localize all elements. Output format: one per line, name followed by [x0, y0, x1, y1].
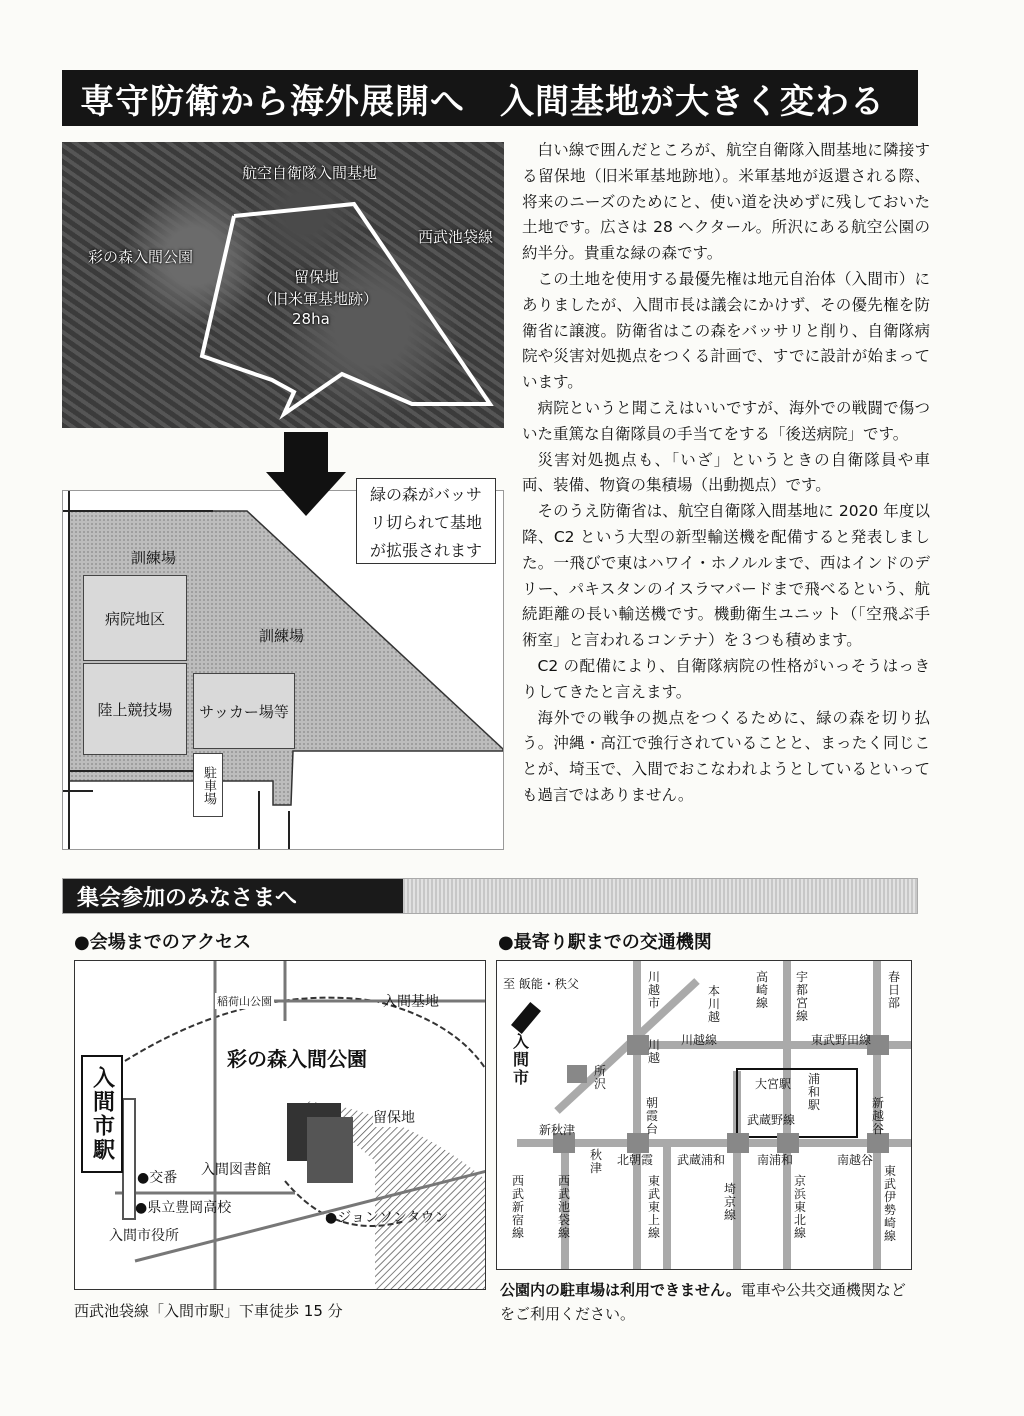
aerial-photo [62, 142, 504, 428]
zone-training-top: 訓練場 [131, 549, 177, 567]
shin-akitsu-label: 新秋津 [539, 1123, 576, 1137]
park-label: 彩の森入間公園 [227, 1047, 367, 1071]
tokorozawa-label: 所沢 [593, 1064, 606, 1091]
saikyo-label: 埼京線 [723, 1182, 736, 1222]
shinkoshigaya-label: 新越谷 [871, 1096, 884, 1136]
article-body [522, 138, 930, 809]
article-paragraph: 白い線で囲んだところが、航空自衛隊入間基地に隣接する留保地（旧米軍基地跡地）。米軍基地が返還される際、将来のニーズのためにと、使い道を決めずに残しておいた土地です。広さは 28 ヘクタール。所沢にある航空公園の約半分。貴重な緑の森です。 [522, 141, 930, 263]
reserved-sublabel: （旧米軍基地跡） [258, 290, 379, 308]
reserved-land-outline [62, 142, 504, 428]
takasaki-line-label: 高崎線 [755, 970, 768, 1010]
seibu-ikebukuro-label: 西武池袋線 [557, 1174, 570, 1240]
johnson-label: ●ジョンソンタウン [325, 1210, 449, 1226]
tobu-isesaki-label: 東武伊勢崎線 [883, 1164, 896, 1243]
article-paragraph: そのうえ防衛省は、航空自衛隊入間基地に 2020 年度以降、C2 という大型の新型輸送機を配備すると発表しました。一飛びで東はハワイ・ホノルルまで、西はインドのデリー、パキスタンのイスラマバードまで飛べるという、航続距離の長い輸送機です。機動衛生ユニット（「空飛ぶ手術室」と言われるコンテナ）を３つも積めます。 [522, 502, 930, 650]
kasukabe-label: 春日部 [887, 970, 900, 1010]
zone-athletics: 陸上競技場 [83, 663, 187, 755]
zone-parking: 駐車場 [193, 753, 223, 817]
asakadai-label: 朝霞台 [645, 1096, 658, 1136]
access-heading: ●会場までのアクセス [74, 932, 252, 953]
tobu-tojo-label: 東武東上線 [647, 1174, 660, 1240]
musashino-line-label: 武蔵野線 [747, 1113, 796, 1127]
transit-heading: ●最寄り駅までの交通機関 [498, 932, 712, 953]
parking-note-bold: 公園内の駐車場は利用できません。 [500, 1281, 741, 1299]
zone-hospital: 病院地区 [83, 575, 187, 661]
to-label: 至 飯能・秩父 [503, 977, 579, 991]
page-title: 専守防衛から海外展開へ 入間基地が大きく変わる [62, 70, 918, 126]
reserved-label: 留保地 [373, 1107, 415, 1127]
kawagoe-label: 川越 [647, 1038, 660, 1065]
utsunomiya-line-label: 宇都宮線 [795, 970, 808, 1023]
article-paragraph: 海外での戦争の拠点をつくるために、緑の森を切り払う。沖縄・高江で強行されていることと、まったく同じことが、埼玉で、入間でおこなわれようとしているといっても過言ではありません。 [522, 708, 930, 804]
rail-map [496, 960, 912, 1270]
article-paragraph: 災害対処拠点も、「いざ」というときの自衛隊員や車両、装備、物資の集積場（出動拠点）です。 [522, 450, 930, 495]
urawa-label: 浦和駅 [807, 1072, 820, 1112]
article-paragraph: C2 の配備により、自衛隊病院の性格がいっそうはっきりしてきたと言えます。 [522, 656, 930, 701]
zone-training-main: 訓練場 [259, 627, 305, 645]
reserved-label: 留保地 [294, 268, 340, 286]
library-label: 入間図書館 [201, 1162, 271, 1178]
keihin-tohoku-label: 京浜東北線 [793, 1174, 806, 1240]
base-label: 入間基地 [383, 994, 439, 1010]
down-arrow-icon [266, 432, 346, 516]
line-label: 西武池袋線 [418, 228, 494, 246]
minami-urawa-label: 南浦和 [757, 1153, 794, 1167]
minami-koshigaya-label: 南越谷 [837, 1153, 874, 1167]
tobu-noda-line-label: 東武野田線 [811, 1033, 872, 1047]
zone-soccer: サッカー場等 [193, 673, 295, 749]
city-hall-label: 入間市役所 [109, 1228, 179, 1244]
koban-label: ●交番 [137, 1170, 178, 1186]
reserved-area: 28ha [292, 310, 330, 328]
irumashi-label: 入間市 [512, 1032, 529, 1087]
base-label: 航空自衛隊入間基地 [242, 164, 378, 182]
seibu-shinjuku-label: 西武新宿線 [511, 1174, 524, 1240]
inariyama-label: 稲荷山公園 [217, 995, 272, 1008]
parking-note [500, 1278, 920, 1326]
plan-note: 緑の森がバッサリ切られて基地が拡張されます [356, 478, 496, 564]
akitsu-label: 秋津 [589, 1148, 602, 1175]
parking-note-rest: 電車や公共交通機関などをご利用ください。 [500, 1281, 906, 1323]
omiya-label: 大宮駅 [755, 1077, 792, 1091]
honkawagoe-label: 本川越 [707, 984, 720, 1024]
kawagoeshi-label: 川越市 [647, 970, 660, 1010]
school-label: ●県立豊岡高校 [135, 1200, 232, 1216]
article-paragraph: この土地を使用する最優先権は地元自治体（入間市）にありましたが、入間市長は議会にかけず、その優先権を防衛省に譲渡。防衛省はこの森をバッサリと削り、自衛隊病院や災害対処拠点をつくる計画で、すでに設計が始まっています。 [522, 269, 930, 392]
access-map [74, 960, 486, 1290]
section-heading: 集会参加のみなさまへ [63, 879, 403, 913]
park-label: 彩の森入間公園 [88, 248, 194, 266]
musashi-urawa-label: 武蔵浦和 [677, 1153, 726, 1167]
kita-asaka-label: 北朝霞 [617, 1153, 654, 1167]
article-paragraph: 病院というと聞こえはいいですが、海外での戦闘で傷ついた重篤な自衛隊員の手当てをする「後送病院」です。 [522, 398, 930, 443]
section-banner [62, 878, 918, 914]
access-caption: 西武池袋線「入間市駅」下車徒歩 15 分 [74, 1302, 343, 1320]
station-label: 入間市駅 [81, 1055, 123, 1173]
kawagoe-line-label: 川越線 [681, 1033, 718, 1047]
